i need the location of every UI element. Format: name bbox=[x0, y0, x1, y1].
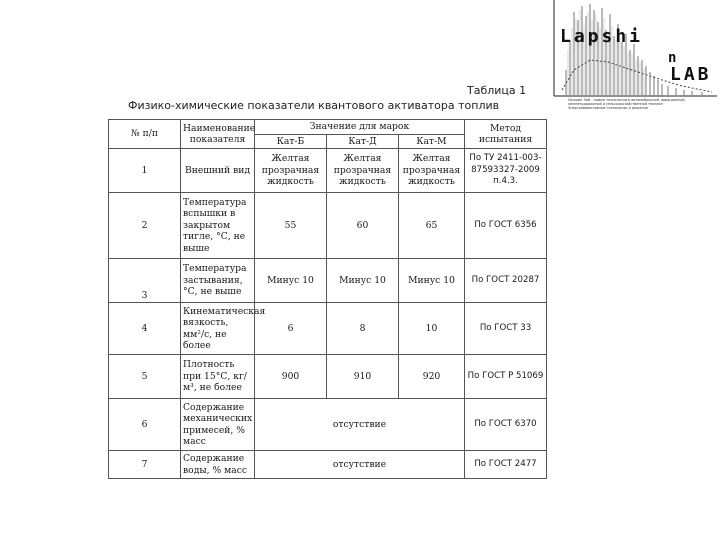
row-num: 7 bbox=[109, 451, 181, 479]
row-merged-value: отсутствие bbox=[255, 451, 465, 479]
row-merged-value: отсутствие bbox=[255, 399, 465, 451]
header-brand: Кат-Б bbox=[255, 134, 327, 149]
header-brand: Кат-М bbox=[399, 134, 465, 149]
logo-word-lab: LAB bbox=[670, 64, 712, 85]
row-value: 10 bbox=[399, 303, 465, 355]
header-brand: Кат-Д bbox=[327, 134, 399, 149]
row-num: 2 bbox=[109, 193, 181, 259]
row-num: 4 bbox=[109, 303, 181, 355]
table-row bbox=[109, 355, 547, 399]
properties-table bbox=[108, 119, 547, 479]
row-method: По ТУ 2411-003-87593327-2009 п.4.3. bbox=[465, 149, 547, 193]
header-name: Наименование показателя bbox=[181, 120, 255, 149]
row-num: 5 bbox=[109, 355, 181, 399]
row-value: Минус 10 bbox=[255, 259, 327, 303]
table-row bbox=[109, 149, 547, 193]
row-value: 65 bbox=[399, 193, 465, 259]
row-num: 3 bbox=[109, 259, 181, 303]
row-name: Внешний вид bbox=[181, 149, 255, 193]
header-method: Метод испытания bbox=[465, 120, 547, 149]
row-value: 6 bbox=[255, 303, 327, 355]
table-row bbox=[109, 451, 547, 479]
table-row bbox=[109, 303, 547, 355]
row-name: Температура вспышки в закрытом тигле, °С, не выше bbox=[181, 193, 255, 259]
logo-word-n: n bbox=[668, 50, 680, 66]
row-value: 910 bbox=[327, 355, 399, 399]
logo-word-lapshi: Lapshi bbox=[560, 26, 644, 47]
row-value: 8 bbox=[327, 303, 399, 355]
row-num: 6 bbox=[109, 399, 181, 451]
logo-caption bbox=[568, 98, 718, 110]
row-value: Минус 10 bbox=[399, 259, 465, 303]
row-num: 1 bbox=[109, 149, 181, 193]
row-method: По ГОСТ 2477 bbox=[465, 451, 547, 479]
row-method: По ГОСТ Р 51069 bbox=[465, 355, 547, 399]
row-method: По ГОСТ 33 bbox=[465, 303, 547, 355]
row-name: Плотность при 15°С, кг/м³, не более bbox=[181, 355, 255, 399]
row-method: По ГОСТ 6370 bbox=[465, 399, 547, 451]
row-value: Желтая прозрачная жидкость bbox=[327, 149, 399, 193]
row-method: По ГОСТ 20287 bbox=[465, 259, 547, 303]
row-value: Желтая прозрачная жидкость bbox=[399, 149, 465, 193]
row-name: Кинематическая вязкость, мм²/с, не более bbox=[181, 303, 255, 355]
row-name: Температура застывания, °С, не выше bbox=[181, 259, 255, 303]
table-caption: Таблица 1 bbox=[467, 84, 527, 97]
header-row bbox=[109, 120, 547, 135]
row-value: 900 bbox=[255, 355, 327, 399]
header-num: № п/п bbox=[109, 120, 181, 149]
row-value: 920 bbox=[399, 355, 465, 399]
row-name: Содержание воды, % масс bbox=[181, 451, 255, 479]
row-value: 55 bbox=[255, 193, 327, 259]
logo-caption-line2: Энергоэффективные технологии и решения bbox=[568, 106, 648, 110]
table-title: Физико-химические показатели квантового активатора топлив bbox=[128, 99, 500, 112]
logo-caption-line1: Лапшин Лаб – новые технологии в автомобильной, авиационной, железнодорожной и сельскохозяйственной технике bbox=[568, 98, 686, 106]
row-name: Содержание механических примесей, % масс bbox=[181, 399, 255, 451]
row-value: Минус 10 bbox=[327, 259, 399, 303]
row-value: Желтая прозрачная жидкость bbox=[255, 149, 327, 193]
row-method: По ГОСТ 6356 bbox=[465, 193, 547, 259]
row-value: 60 bbox=[327, 193, 399, 259]
header-values-group: Значение для марок bbox=[255, 120, 465, 135]
table-row bbox=[109, 193, 547, 259]
lapshin-lab-logo bbox=[552, 0, 720, 118]
table-row bbox=[109, 399, 547, 451]
table-row bbox=[109, 259, 547, 303]
